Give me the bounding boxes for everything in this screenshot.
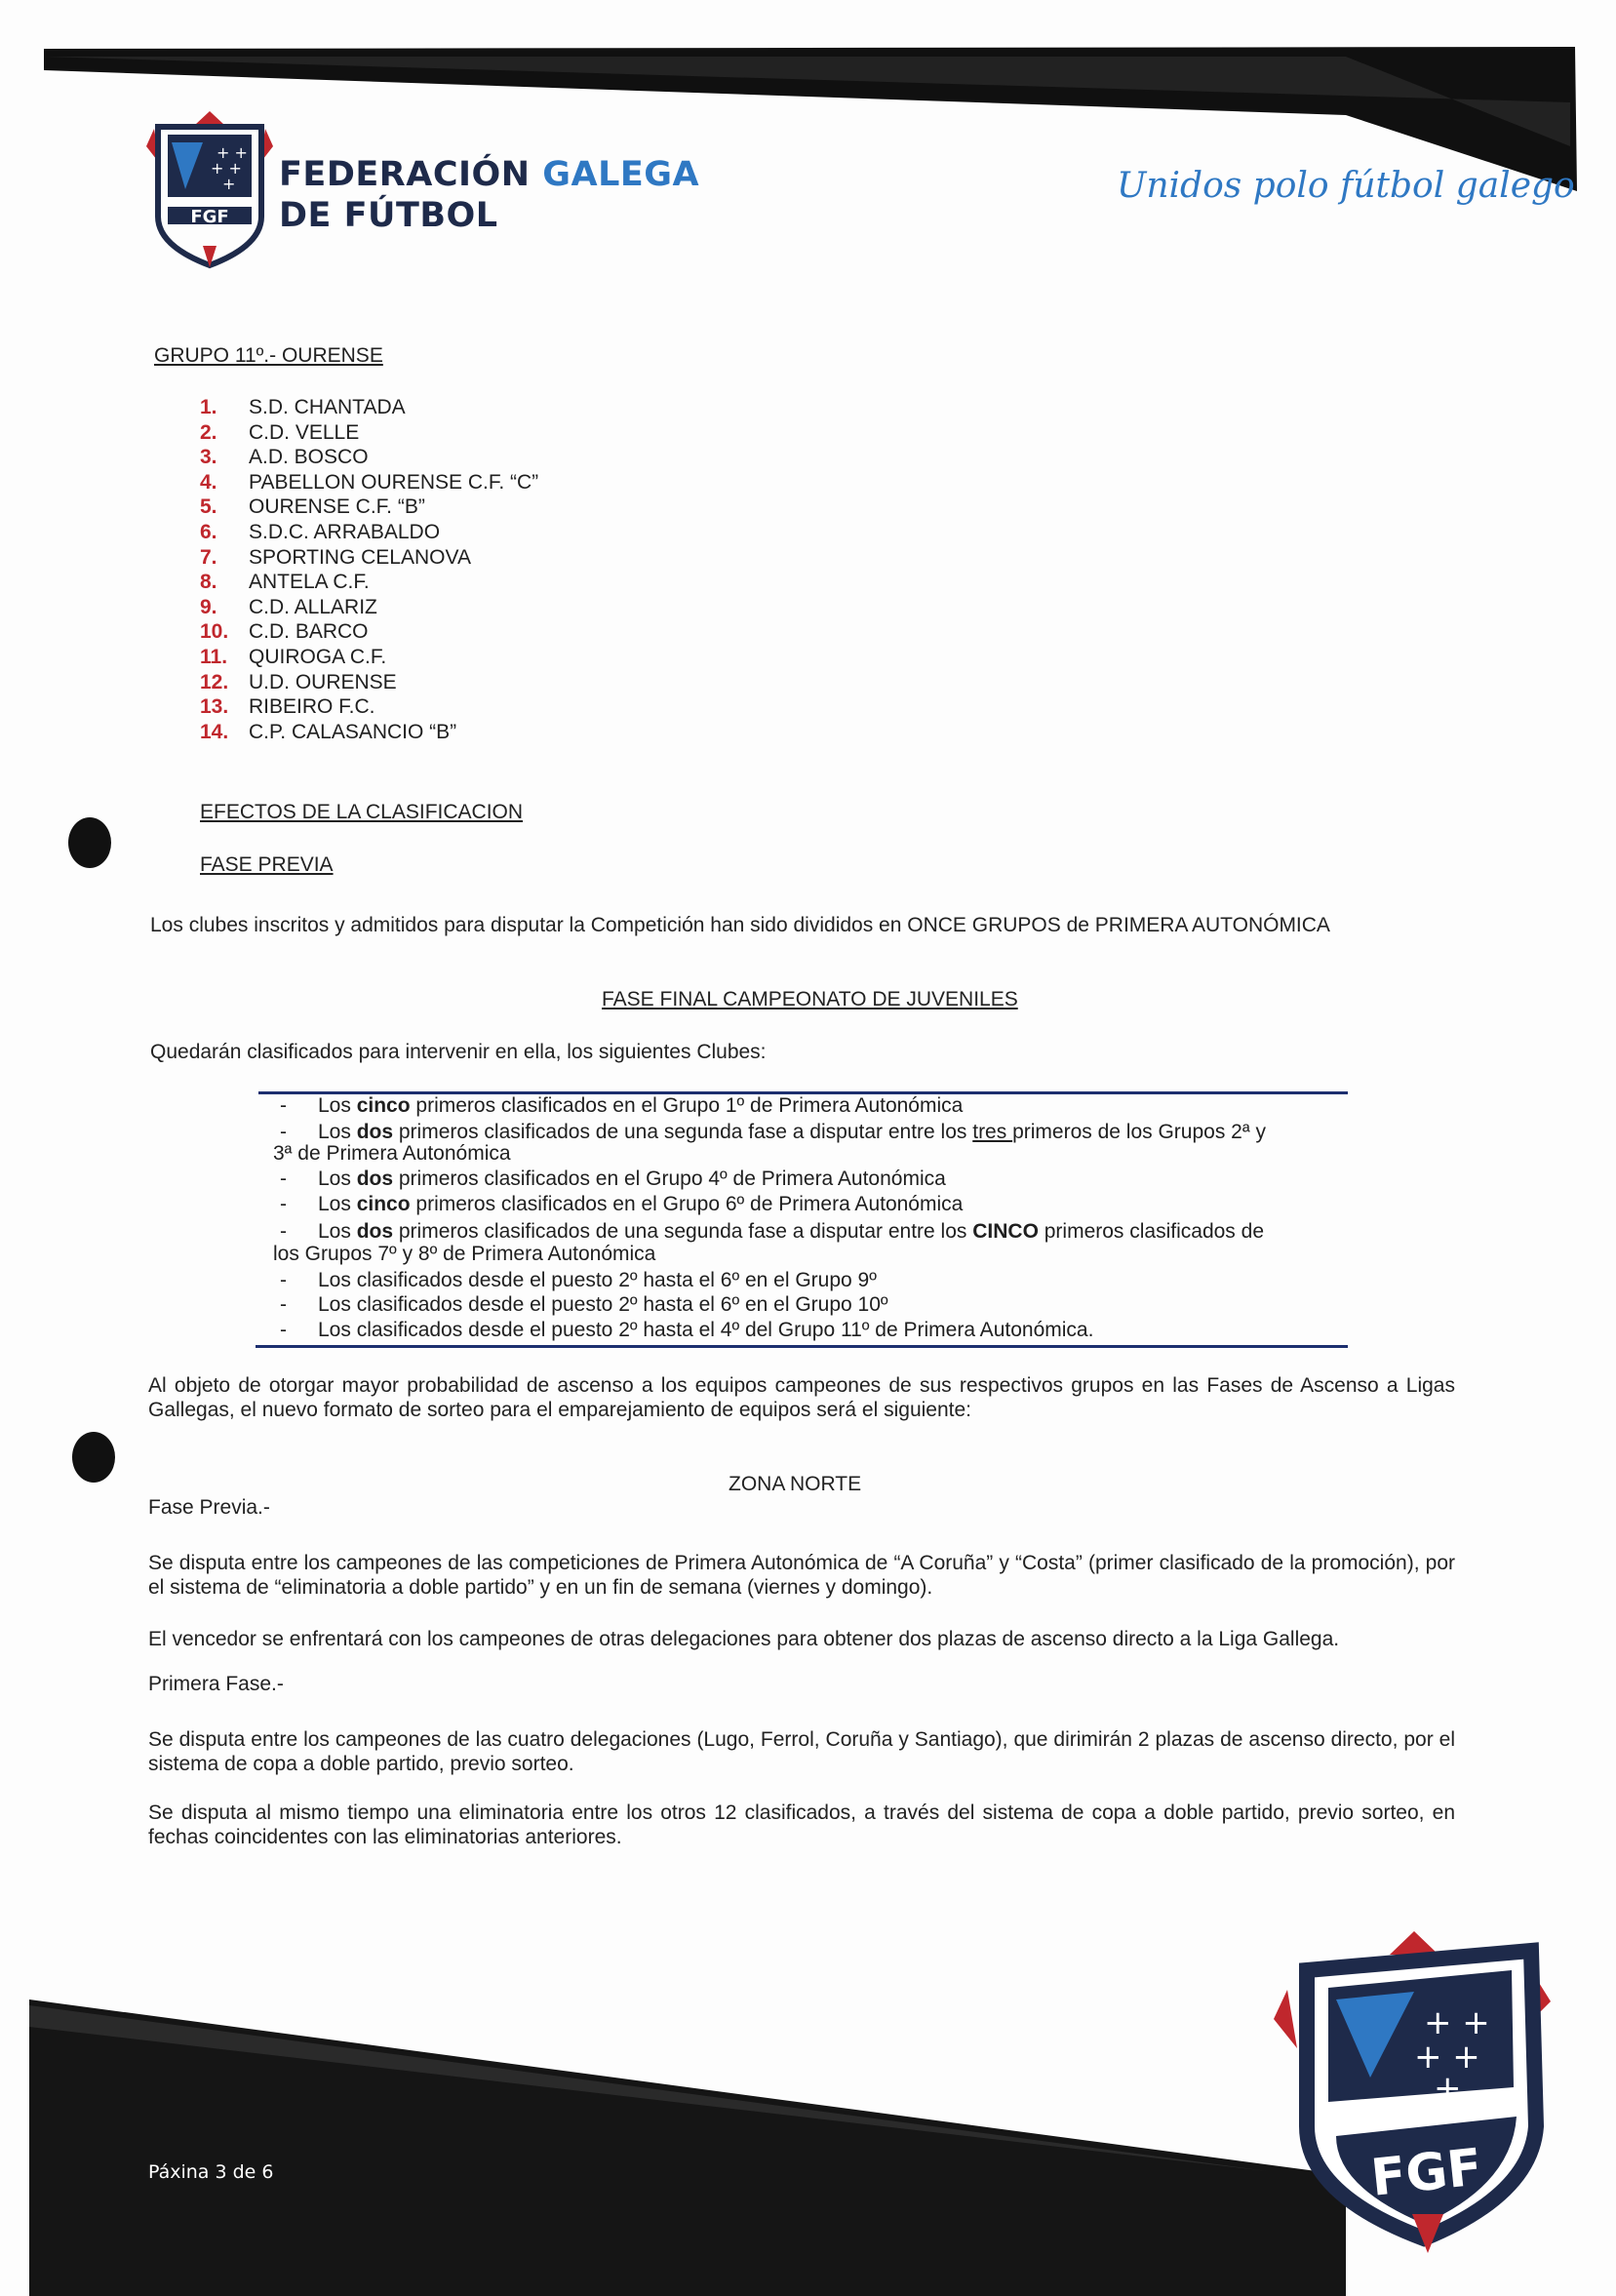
logo-text: FGF: [190, 207, 229, 227]
page-number: Páxina 3 de 6: [148, 2161, 274, 2183]
team-list-item: [200, 645, 538, 670]
team-number: 4.: [200, 470, 217, 494]
list-item-text: Los dos primeros clasificados de una segunda fase a disputar entre los CINCO primeros clasificados de: [318, 1220, 1264, 1243]
list-item-text: Los clasificados desde el puesto 2º hasta el 4º del Grupo 11º de Primera Autonómica.: [318, 1319, 1094, 1341]
list-item: -: [280, 1121, 287, 1143]
list-item: -: [280, 1269, 287, 1291]
team-number: 1.: [200, 396, 217, 418]
org-name-dark: FEDERACIÓN: [279, 155, 531, 194]
team-list-item: [200, 595, 538, 620]
fgf-logo-icon: [146, 109, 273, 270]
list-item: -: [280, 1293, 287, 1316]
list-item: -: [280, 1168, 287, 1190]
list-item: -: [280, 1193, 287, 1215]
team-name: S.D. CHANTADA: [249, 396, 406, 418]
list-item-text: Los dos primeros clasificados de una segunda fase a disputar entre los tres primeros de los Grupos 2ª y: [318, 1121, 1266, 1143]
svg-text:+ +: + +: [217, 143, 248, 162]
team-number: 3.: [200, 446, 217, 469]
footer-logo-text: FGF: [1368, 2138, 1485, 2208]
prev-phase-title: Fase Previa.-: [148, 1496, 270, 1519]
list-item-text: Los cinco primeros clasificados en el Grupo 6º de Primera Autonómica: [318, 1193, 964, 1215]
organization-name: [279, 154, 699, 236]
team-list-item: [200, 720, 538, 745]
team-name: A.D. BOSCO: [249, 446, 369, 469]
team-list-item: [200, 495, 538, 520]
team-list-item: [200, 520, 538, 545]
team-name: OURENSE C.F. “B”: [249, 495, 425, 519]
team-number: 2.: [200, 420, 217, 444]
box-bottom-border: [256, 1345, 1348, 1348]
team-number: 5.: [200, 495, 217, 519]
team-list-item: [200, 545, 538, 571]
team-number: 13.: [200, 695, 229, 719]
first-phase-paragraph: Se disputa entre los campeones de las cuatro delegaciones (Lugo, Ferrol, Coruña y Santiago), que dirimirán 2 plazas de ascenso directo, por el sistema de copa a doble partido, previo sorteo.: [148, 1728, 1455, 1775]
phase-previa-title: FASE PREVIA: [200, 853, 334, 876]
group-title: GRUPO 11º.- OURENSE: [154, 344, 383, 367]
team-list-item: [200, 420, 538, 446]
team-number: 7.: [200, 545, 217, 569]
list-item-text: Los clasificados desde el puesto 2º hasta el 6º en el Grupo 10º: [318, 1293, 888, 1316]
team-list-item: [200, 694, 538, 720]
final-phase-intro: Quedarán clasificados para intervenir en ella, los siguientes Clubes:: [150, 1041, 767, 1063]
svg-text:+ +: + +: [211, 159, 242, 178]
team-list-item: [200, 445, 538, 470]
team-list-item: [200, 619, 538, 645]
list-item: -: [280, 1319, 287, 1341]
team-number: 12.: [200, 670, 229, 693]
team-number: 14.: [200, 720, 229, 743]
team-name: S.D.C. ARRABALDO: [249, 520, 441, 543]
effects-title: EFECTOS DE LA CLASIFICACION: [200, 801, 524, 823]
svg-text:+ +: + +: [1414, 2038, 1480, 2077]
list-item-text: los Grupos 7º y 8º de Primera Autonómica: [273, 1243, 656, 1265]
team-name: C.D. ALLARIZ: [249, 595, 377, 618]
team-list-item: [200, 470, 538, 495]
team-list-item: [200, 670, 538, 695]
punch-hole: [68, 817, 111, 868]
list-item-text: Los dos primeros clasificados en el Grupo 4º de Primera Autonómica: [318, 1168, 946, 1190]
team-name: QUIROGA C.F.: [249, 645, 387, 668]
team-number: 8.: [200, 571, 217, 594]
team-name: U.D. OURENSE: [249, 670, 397, 693]
fgf-footer-logo-icon: [1268, 1931, 1560, 2253]
svg-text:+: +: [222, 175, 236, 193]
team-name: ANTELA C.F.: [249, 571, 370, 594]
svg-text:+: +: [1434, 2069, 1462, 2108]
team-list-item: [200, 395, 538, 420]
first-phase-title: Primera Fase.-: [148, 1673, 284, 1695]
winner-paragraph: El vencedor se enfrentará con los campeones de otras delegaciones para obtener dos plazas de ascenso directo a la Liga Gallega.: [148, 1628, 1340, 1650]
team-list-item: [200, 570, 538, 595]
svg-text:+ +: + +: [1424, 2003, 1490, 2042]
slogan: Unidos polo fútbol galego: [1117, 166, 1575, 206]
team-number: 11.: [200, 645, 228, 668]
same-time-paragraph: Se disputa al mismo tiempo una eliminatoria entre los otros 12 clasificados, a través del sistema de copa a doble partido, previo sorteo, en fechas coincidentes con las eliminatorias anteriores.: [148, 1801, 1455, 1848]
effects-intro: Los clubes inscritos y admitidos para disputar la Competición han sido divididos en ONCE GRUPOS de PRIMERA AUTONÓMICA: [150, 914, 1330, 936]
prev-phase-paragraph: Se disputa entre los campeones de las competiciones de Primera Autonómica de “A Coruña” y “Costa” (primer clasificado de la promoción), por el sistema de “eliminatoria a doble partido” y en un fin de semana (viernes y domingo).: [148, 1552, 1455, 1599]
objective-paragraph: Al objeto de otorgar mayor probabilidad de ascenso a los equipos campeones de sus respectivos grupos en las Fases de Ascenso a Ligas Gallegas, el nuevo formato de sorteo para el emparejamiento de equipos será el siguiente:: [148, 1374, 1455, 1421]
team-number: 6.: [200, 520, 217, 543]
final-phase-title: FASE FINAL CAMPEONATO DE JUVENILES: [602, 988, 1018, 1010]
punch-hole: [72, 1432, 115, 1483]
list-item: -: [280, 1220, 287, 1243]
team-name: C.D. VELLE: [249, 420, 360, 444]
list-item: -: [280, 1094, 287, 1117]
org-name-line2: DE FÚTBOL: [279, 196, 498, 235]
list-item-text: 3ª de Primera Autonómica: [273, 1142, 511, 1165]
zone-title: ZONA NORTE: [729, 1473, 862, 1495]
team-name: PABELLON OURENSE C.F. “C”: [249, 470, 539, 494]
org-name-blue: GALEGA: [542, 155, 700, 194]
team-number: 10.: [200, 620, 229, 644]
team-name: C.D. BARCO: [249, 620, 369, 644]
team-name: C.P. CALASANCIO “B”: [249, 720, 457, 743]
team-name: SPORTING CELANOVA: [249, 545, 471, 569]
list-item-text: Los clasificados desde el puesto 2º hasta el 6º en el Grupo 9º: [318, 1269, 877, 1291]
team-list: [200, 395, 538, 744]
team-number: 9.: [200, 595, 217, 618]
team-name: RIBEIRO F.C.: [249, 695, 375, 719]
list-item-text: Los cinco primeros clasificados en el Grupo 1º de Primera Autonómica: [318, 1094, 964, 1117]
